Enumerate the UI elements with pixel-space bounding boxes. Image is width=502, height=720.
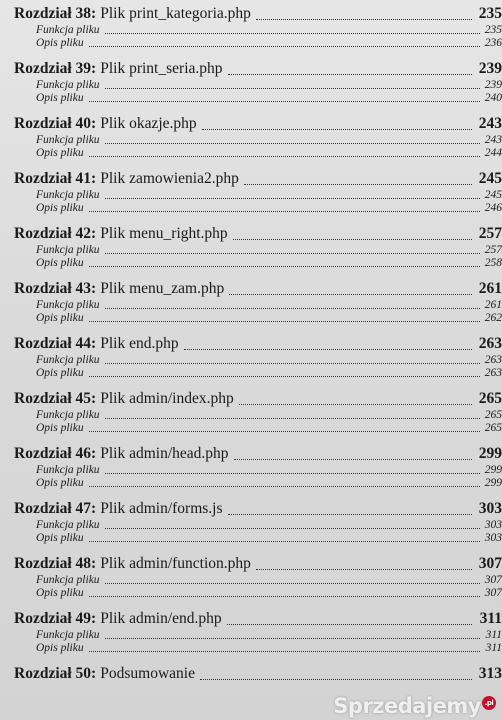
section-label: Opis pliku [36,587,84,599]
toc-section-row [14,299,502,312]
toc-section-row [14,642,502,655]
section-label: Funkcja pliku [36,299,100,311]
dot-leader [105,638,480,639]
toc-chapter [14,224,502,279]
toc-chapter-row [14,499,502,519]
toc-section-row [14,244,502,257]
dot-leader [228,74,472,75]
table-of-contents [14,4,502,688]
section-page-number: 265 [484,409,502,421]
toc-chapter [14,609,502,664]
toc-chapter-row [14,389,502,409]
chapter-label: Rozdział 38: [14,5,97,22]
chapter-page-number: 303 [478,500,502,517]
section-label: Opis pliku [36,147,84,159]
watermark-text: Sprzedajemy [333,694,481,718]
toc-chapter [14,499,502,554]
section-label: Funkcja pliku [36,574,100,586]
chapter-page-number: 311 [479,610,502,627]
toc-section-row [14,189,502,202]
section-page-number: 299 [484,477,502,489]
toc-section-row [14,147,502,160]
section-page-number: 236 [484,37,502,49]
toc-section-row [14,587,502,600]
chapter-label: Rozdział 41: [14,170,97,187]
toc-chapter [14,389,502,444]
chapter-page-number: 263 [478,335,502,352]
chapter-page-number: 261 [478,280,502,297]
section-label: Funkcja pliku [36,244,100,256]
toc-section-row [14,532,502,545]
chapter-page-number: 243 [478,115,502,132]
section-label: Opis pliku [36,642,84,654]
section-label: Opis pliku [36,312,84,324]
chapter-title: Plik end.php [100,335,179,352]
chapter-label: Rozdział 48: [14,555,97,572]
dot-leader [202,129,472,130]
dot-leader [227,624,472,625]
chapter-title: Plik menu_right.php [100,225,228,242]
dot-leader [200,679,472,680]
chapter-title: Plik print_kategoria.php [100,5,251,22]
section-page-number: 262 [484,312,502,324]
dot-leader [239,404,472,405]
toc-chapter-row [14,664,502,684]
section-label: Funkcja pliku [36,354,100,366]
dot-leader [228,514,472,515]
toc-section-row [14,354,502,367]
chapter-title: Plik admin/end.php [100,610,222,627]
toc-chapter-row [14,444,502,464]
toc-section-row [14,519,502,532]
section-page-number: 239 [484,79,502,91]
section-label: Funkcja pliku [36,79,100,91]
chapter-title: Plik admin/head.php [100,445,229,462]
toc-section-row [14,24,502,37]
toc-chapter-row [14,224,502,244]
chapter-page-number: 245 [478,170,502,187]
chapter-page-number: 265 [478,390,502,407]
section-page-number: 303 [484,532,502,544]
section-page-number: 240 [484,92,502,104]
watermark [333,694,496,718]
dot-leader [244,184,472,185]
toc-chapter-row [14,4,502,24]
chapter-label: Rozdział 47: [14,500,97,517]
toc-chapter [14,59,502,114]
chapter-label: Rozdział 45: [14,390,97,407]
toc-chapter [14,664,502,688]
dot-leader [89,376,480,377]
toc-chapter-row [14,169,502,189]
chapter-page-number: 257 [478,225,502,242]
toc-section-row [14,367,502,380]
toc-chapter-row [14,59,502,79]
dot-leader [105,418,480,419]
section-label: Opis pliku [36,257,84,269]
toc-section-row [14,37,502,50]
section-label: Funkcja pliku [36,24,100,36]
section-page-number: 235 [484,24,502,36]
dot-leader [105,88,480,89]
chapter-label: Rozdział 46: [14,445,97,462]
chapter-title: Podsumowanie [100,665,195,682]
section-label: Opis pliku [36,92,84,104]
section-label: Funkcja pliku [36,134,100,146]
chapter-title: Plik admin/index.php [100,390,234,407]
toc-section-row [14,92,502,105]
section-page-number: 263 [484,354,502,366]
chapter-label: Rozdział 42: [14,225,97,242]
dot-leader [89,431,480,432]
section-label: Opis pliku [36,422,84,434]
chapter-label: Rozdział 40: [14,115,97,132]
section-label: Opis pliku [36,202,84,214]
section-page-number: 244 [484,147,502,159]
dot-leader [89,211,480,212]
dot-leader [89,266,480,267]
chapter-title: Plik menu_zam.php [100,280,225,297]
toc-chapter [14,334,502,389]
dot-leader [233,239,472,240]
section-page-number: 307 [484,574,502,586]
toc-chapter [14,4,502,59]
dot-leader [89,596,480,597]
chapter-title: Plik admin/function.php [100,555,251,572]
toc-section-row [14,257,502,270]
chapter-label: Rozdział 39: [14,60,97,77]
dot-leader [105,198,480,199]
dot-leader [184,349,472,350]
chapter-page-number: 307 [478,555,502,572]
chapter-label: Rozdział 50: [14,665,97,682]
chapter-title: Plik zamowienia2.php [100,170,239,187]
toc-section-row [14,629,502,642]
dot-leader [105,528,480,529]
toc-section-row [14,464,502,477]
chapter-page-number: 313 [478,665,502,682]
toc-chapter-row [14,334,502,354]
toc-section-row [14,312,502,325]
dot-leader [105,473,480,474]
chapter-label: Rozdział 44: [14,335,97,352]
dot-leader [89,541,480,542]
dot-leader [105,33,480,34]
dot-leader [89,651,480,652]
chapter-page-number: 299 [478,445,502,462]
section-page-number: 257 [484,244,502,256]
chapter-title: Plik admin/forms.js [100,500,223,517]
dot-leader [234,459,472,460]
dot-leader [105,583,480,584]
watermark-badge: .pl [482,696,496,710]
toc-section-row [14,477,502,490]
dot-leader [256,569,472,570]
section-page-number: 311 [485,629,502,641]
section-page-number: 245 [484,189,502,201]
section-page-number: 299 [484,464,502,476]
section-label: Funkcja pliku [36,464,100,476]
toc-chapter [14,169,502,224]
toc-section-row [14,574,502,587]
section-label: Opis pliku [36,37,84,49]
toc-section-row [14,79,502,92]
chapter-title: Plik okazje.php [100,115,197,132]
dot-leader [89,101,480,102]
section-page-number: 307 [484,587,502,599]
section-label: Opis pliku [36,477,84,489]
toc-chapter-row [14,279,502,299]
section-page-number: 265 [484,422,502,434]
section-page-number: 243 [484,134,502,146]
section-label: Funkcja pliku [36,189,100,201]
dot-leader [89,486,480,487]
section-label: Funkcja pliku [36,409,100,421]
section-page-number: 246 [484,202,502,214]
dot-leader [256,19,472,20]
dot-leader [105,143,480,144]
dot-leader [229,294,472,295]
chapter-page-number: 239 [478,60,502,77]
section-label: Opis pliku [36,367,84,379]
dot-leader [89,321,480,322]
toc-chapter [14,114,502,169]
section-label: Funkcja pliku [36,519,100,531]
section-page-number: 258 [484,257,502,269]
toc-section-row [14,202,502,215]
dot-leader [89,156,480,157]
toc-chapter [14,444,502,499]
chapter-label: Rozdział 43: [14,280,97,297]
chapter-label: Rozdział 49: [14,610,97,627]
section-page-number: 263 [484,367,502,379]
section-label: Funkcja pliku [36,629,100,641]
section-page-number: 261 [484,299,502,311]
toc-chapter-row [14,609,502,629]
chapter-page-number: 235 [478,5,502,22]
toc-chapter-row [14,114,502,134]
toc-section-row [14,134,502,147]
dot-leader [89,46,480,47]
section-page-number: 311 [485,642,502,654]
chapter-title: Plik print_seria.php [100,60,223,77]
dot-leader [105,308,480,309]
dot-leader [105,363,480,364]
toc-chapter [14,554,502,609]
toc-section-row [14,422,502,435]
dot-leader [105,253,480,254]
toc-section-row [14,409,502,422]
section-page-number: 303 [484,519,502,531]
section-label: Opis pliku [36,532,84,544]
toc-chapter-row [14,554,502,574]
toc-chapter [14,279,502,334]
